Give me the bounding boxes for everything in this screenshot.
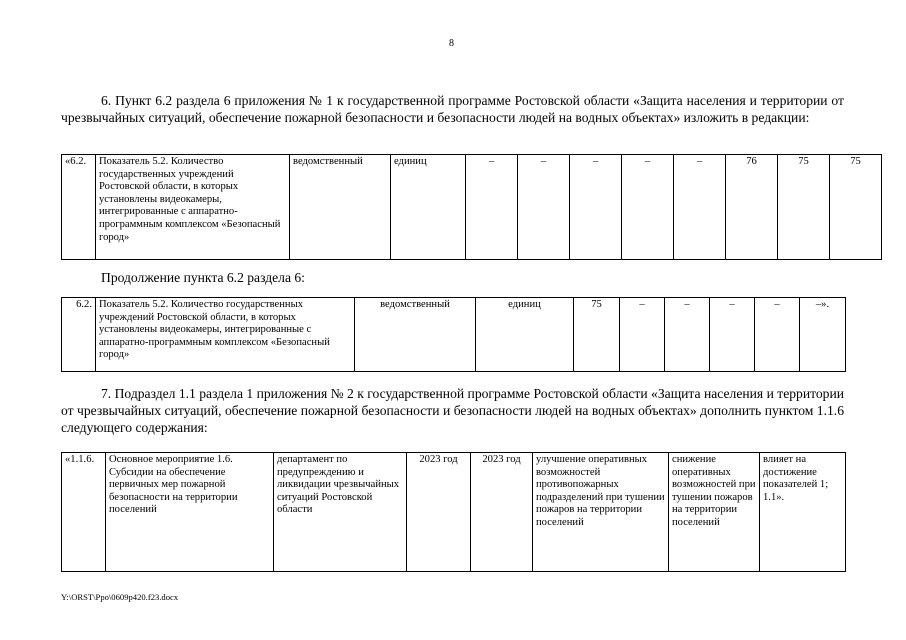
- table2-value-4: –: [710, 298, 755, 372]
- paragraph-6: 6. Пункт 6.2 раздела 6 приложения № 1 к государственной программе Ростовской области «Защита населения и территории от чрезвычайных ситуаций, обеспечение пожарной безопасности и безопасности людей на водных объектах» изложить в редакции:: [61, 93, 844, 125]
- table1-value-4: –: [622, 155, 674, 260]
- table1-type: ведомственный: [290, 155, 391, 260]
- table2-value-6: –».: [800, 298, 846, 372]
- table2-unit: единиц: [476, 298, 574, 372]
- table3-consequence: снижение оперативных возможностей при тушении пожаров на территории поселений: [669, 453, 760, 572]
- paragraph-7: 7. Подраздел 1.1 раздела 1 приложения № 2 к государственной программе Ростовской области «Защита населения и территории от чрезвычайных ситуаций, обеспечение пожарной безопасности и безопасности людей на водных объектах» дополнить пунктом 1.1.6 следующего содержания:: [61, 386, 844, 435]
- table2-indicator: Показатель 5.2. Количество государственных учреждений Ростовской области, в которых установлены видеокамеры, интегрированные с аппаратно-программным комплексом «Безопасный город»: [96, 298, 355, 372]
- table3-result: улучшение оперативных возможностей противопожарных подразделений при тушении пожаров на территории поселений: [533, 453, 669, 572]
- table3-start: 2023 год: [407, 453, 471, 572]
- table1-unit: единиц: [391, 155, 466, 260]
- table1-value-5: –: [674, 155, 726, 260]
- table1-value-7: 75: [778, 155, 830, 260]
- continuation-heading: Продолжение пункта 6.2 раздела 6:: [101, 270, 305, 285]
- table2-num: 6.2.: [62, 298, 96, 372]
- indicator-table-6-2: [61, 154, 882, 260]
- table1-num: «6.2.: [62, 155, 96, 260]
- table3-event: Основное мероприятие 1.6. Субсидии на обеспечение первичных мер пожарной безопасности на территории поселений: [106, 453, 274, 572]
- table2-value-2: –: [620, 298, 665, 372]
- table2-value-5: –: [755, 298, 800, 372]
- table1-value-8: 75: [830, 155, 882, 260]
- table3-num: «1.1.6.: [62, 453, 106, 572]
- table1-value-2: –: [518, 155, 570, 260]
- table2-type: ведомственный: [355, 298, 476, 372]
- indicator-table-6-2-continued: [61, 297, 846, 372]
- table1-value-6: 76: [726, 155, 778, 260]
- table3-executor: департамент по предупреждению и ликвидации чрезвычайных ситуаций Ростовской области: [274, 453, 407, 572]
- file-path-footer: Y:\ORST\Ppo\0609p420.f23.docx: [61, 592, 179, 602]
- table1-indicator: Показатель 5.2. Количество государственных учреждений Ростовской области, в которых установлены видеокамеры, интегрированные с аппаратно-программным комплексом «Безопасный город»: [96, 155, 290, 260]
- page-number: 8: [449, 38, 454, 49]
- table2-value-3: –: [665, 298, 710, 372]
- table2-value-1: 75: [574, 298, 620, 372]
- table1-value-1: –: [466, 155, 518, 260]
- table1-value-3: –: [570, 155, 622, 260]
- table3-end: 2023 год: [471, 453, 533, 572]
- table3-link: влияет на достижение показателей 1; 1.1».: [760, 453, 846, 572]
- event-table-1-1-6: [61, 452, 846, 572]
